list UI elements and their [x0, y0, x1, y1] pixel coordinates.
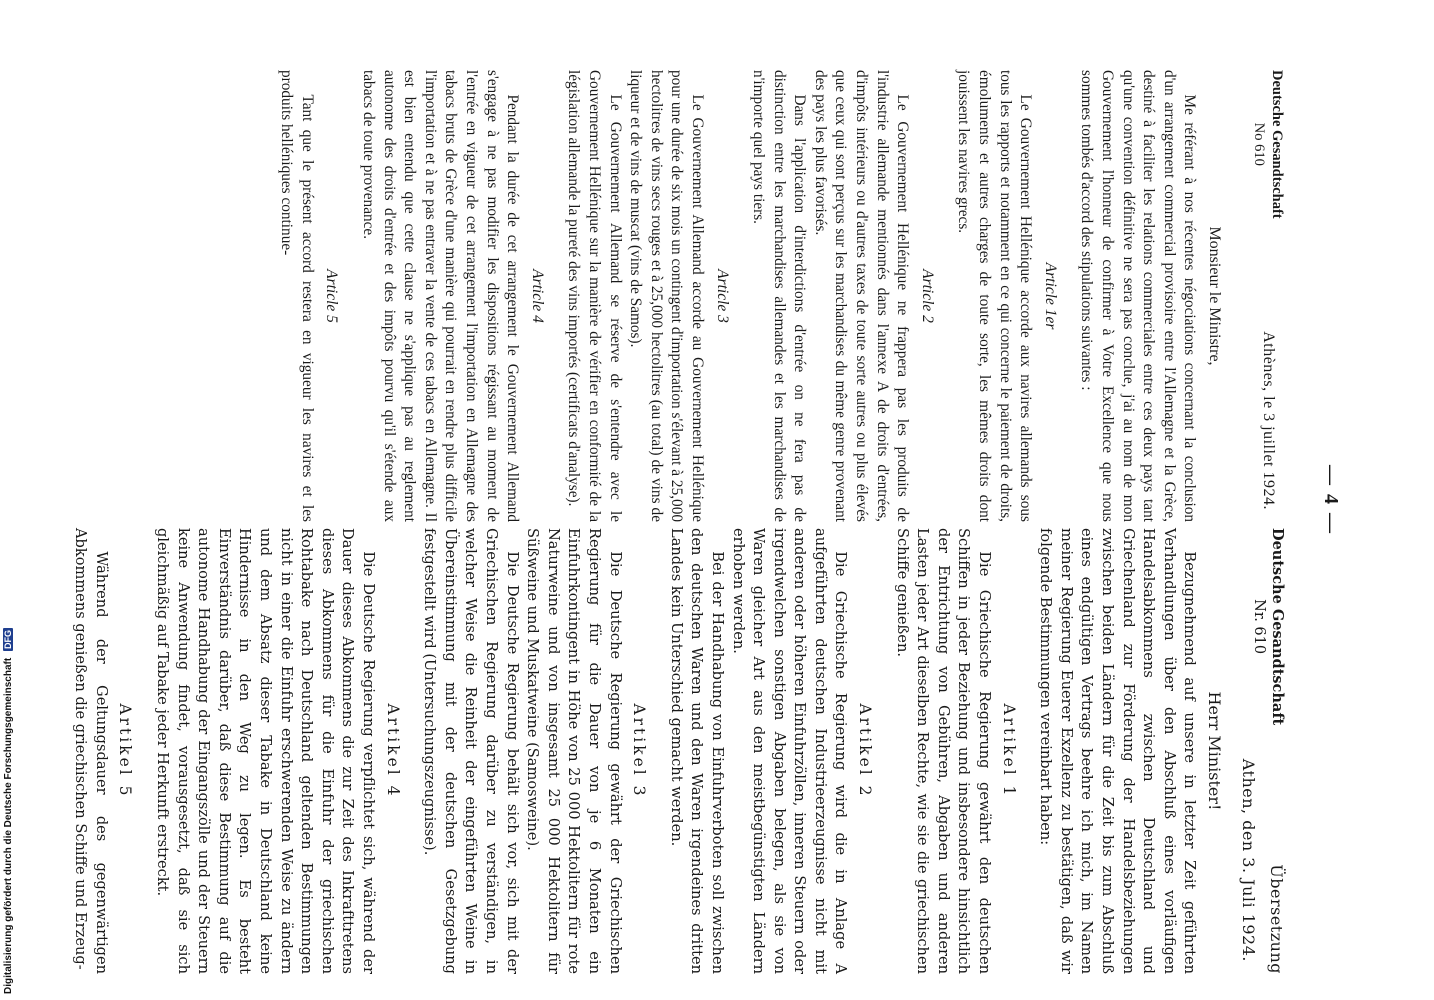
article-paragraph: Tant que le présent accord restera en vigueur les navires et les produits helléniques continue- [278, 70, 316, 522]
article-paragraph: Während der Geltungsdauer des gegenwärtigen Abkommens genießen die griechischen Schiffe und Erzeug- [72, 528, 110, 974]
article-paragraph: Bei der Handhabung von Einfuhrverboten soll zwischen den deutschen Waren und den Waren irgendeines dritten Landes kein Unterschied gemacht werden. [667, 528, 726, 974]
credit-text: Digitalisierung gefördert durch die Deutsche Forschungsgemeinschaft [3, 657, 14, 994]
french-header [1238, 70, 1286, 522]
article-heading: Article 5 [323, 269, 341, 323]
article-paragraph: Die Deutsche Regierung behält sich vor, sich mit der Griechischen Regierung darüber zu verständigen, in welcher Weise die Reinheit der eingeführten Weine in Übereinstimmung mit der deutschen Gesetzgebung festgestellt wird (Untersuchungszeugnisse). [421, 528, 521, 974]
article-paragraph: Le Gouvernement Allemand accorde au Gouvernement Hellénique pour une durée de six mois un contingent d'importation s'élevant à 25,000 hectolitres de vins secs rouges et à 25,000 hectolitres (au total) de vins de liqueur et de vins de muscat (vins de Samos). [627, 70, 706, 522]
german-column [72, 528, 1286, 974]
article-heading: Article 1er [1041, 262, 1059, 330]
article-paragraph: Pendant la durée de cet arrangement le Gouvernement Allemand s'engage à ne pas modifier les dispositions régissant au moment de l'entrée en vigueur de cet arrangement l'importation en Allemagne des tabacs bruts de Grèce d'une manière qui pourrait en rendre plus difficile l'importation et à ne pas entraver la vente de ces tabacs en Allemagne. Il est bien entendu que cette clause ne s'applique pas au reglement autonome des droits d'entrée et des impôts pourvu qu'il s'étende aux tabacs de toute provenance. [360, 70, 522, 522]
article-heading: Article 2 [918, 269, 936, 323]
german-header [1238, 528, 1286, 974]
article-paragraph: Die Deutsche Regierung gewährt der Griechischen Regierung für die Dauer von je 6 Monaten ein Einfuhrkontingent in Höhe von 25 000 Hektolitern für rote Naturweine und von insgesamt 25 000 Hektolitern für Süßweine und Muskatweine (Samosweine). [524, 528, 624, 974]
digitization-credit-strip [0, 0, 22, 1000]
letter-date: Athen, den 3. Juli 1924. [1239, 758, 1258, 962]
translation-label: Übersetzung [1267, 864, 1286, 974]
legation-stamp-fr [1250, 70, 1286, 219]
article-heading: Article 4 [528, 269, 546, 323]
page-number: — 4 — [1320, 465, 1342, 535]
legation-number: No 610 [1251, 122, 1267, 166]
legation-number: Nr. 610 [1251, 599, 1267, 655]
salutation: Monsieur le Ministre, [1206, 226, 1223, 366]
article-paragraph: Le Gouvernement Allemand se réserve de s'entendre avec le Gouvernement Hellénique sur la manière de vérifier en conformité de la législation allemande la pureté des vins importés (certificats d'analyse). [565, 70, 624, 522]
digitization-credit [3, 628, 14, 994]
article-heading: Article 3 [713, 269, 731, 323]
article-heading: Artikel 4 [383, 703, 402, 799]
salutation: Herr Minister! [1205, 691, 1224, 811]
legation-name: Deutsche Gesandtschaft [1269, 528, 1286, 726]
letter-date: Athènes, le 3 juillet 1924. [1260, 331, 1277, 510]
article-paragraph: Die Deutsche Regierung verpflichtet sich, während der Dauer dieses Abkommens die zur Zeit des Inkrafttretens dieses Abkommens für die Einfuhr der griechischen Rohtabake nach Deutschland geltenden Bestimmungen nicht in einer die Einfuhr erschwerenden Weise zu ändern und dem Absatz dieser Tabake in Deutschland keine Hindernisse in den Weg zu legen. Es besteht Einverständnis darüber, daß diese Bestimmung auf die autonome Handhabung der Eingangszölle und der Steuern keine Anwendung findet, vorausgesetzt, daß sie sich gleichmäßig auf Tabake jeder Herkunft erstreckt. [154, 528, 378, 974]
legation-name: Deutsche Gesandtschaft [1269, 70, 1285, 219]
article-paragraph: Le Gouvernement Hellénique ne frappera pas les produits de l'industrie allemande mentionnés dans l'annexe A de droits d'entrées, d'impôts intérieurs ou d'autres taxes de toute sorte autres ou plus élevés que ceux qui sont perçus sur les marchandises du même genre provenant des pays les plus favorisés. [811, 70, 912, 522]
article-paragraph: Le Gouvernement Hellénique accorde aux navires allemands sous tous les rapports et notamment en ce qui concerne le paiement de droits, émoluments et autres charges de toute sorte, les mêmes droits dont jouissent les navires grecs. [955, 70, 1035, 522]
legation-stamp-de [1250, 528, 1286, 725]
article-heading: Artikel 3 [630, 703, 649, 799]
intro-paragraph: Me référant à nos récentes négociations concernant la conclusion d'un arrangement commercial provisoire entre l'Allemagne et la Grèce, destiné à faciliter les relations commerciales entre ces deux pays tant qu'une convention définitive ne sera pas conclue, j'ai au nom de mon Gouvernement l'honneur de confirmer à Votre Excellence que nous sommes tombés d'accord des stipulations suivantes : [1078, 70, 1199, 522]
dfg-logo: DFG [3, 630, 13, 650]
article-heading: Artikel 5 [116, 703, 135, 799]
french-column [146, 70, 1286, 522]
intro-paragraph: Bezugnehmend auf unsere in letzter Zeit geführten Verhandlungen über den Abschluß eines vorläufigen Handelsabkommens zwischen Deutschland und Griechenland zur Förderung der Handelsbeziehungen zwischen beiden Ländern für die Zeit bis zum Abschluß eines endgültigen Vertrags beehre ich mich, im Namen meiner Regierung Euerer Exzellenz zu bestätigen, daß wir folgende Bestimmungen vereinbart haben: [1037, 528, 1199, 974]
article-paragraph: Dans l'application d'interdictions d'entrée on ne fera pas de distinction entre les marchandises allemandes et les marchandises de n'importe quel pays tiers. [750, 70, 809, 522]
article-heading: Artikel 1 [999, 703, 1018, 799]
article-heading: Artikel 2 [856, 703, 875, 799]
article-paragraph: Die Griechische Regierung gewährt den deutschen Schiffen in jeder Beziehung und insbesondere hinsichtlich der Entrichtung von Gebühren, Abgaben und anderen Lasten jeder Art dieselben Rechte, wie sie die griechischen Schiffe genießen. [893, 528, 994, 974]
article-paragraph: Die Griechische Regierung wird die in Anlage A aufgeführten deutschen Industrieerzeugnisse nicht mit anderen oder höheren Einfuhrzöllen, inneren Steuern oder irgendwelchen sonstigen Abgaben belegen, als sie von Waren gleicher Art aus den meistbegünstigten Ländern erhoben werden. [729, 528, 850, 974]
